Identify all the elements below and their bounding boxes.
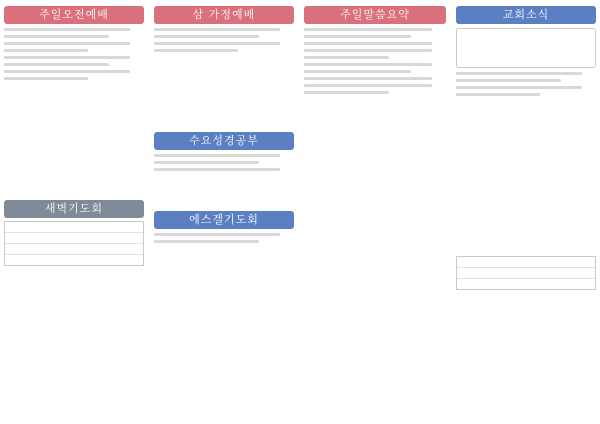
duty-table	[456, 256, 596, 290]
placeholder-line	[304, 77, 432, 80]
table-row	[5, 255, 143, 265]
schedule-table	[4, 221, 144, 266]
column-4	[456, 6, 596, 290]
placeholder-line	[304, 42, 432, 45]
table-row	[457, 268, 595, 279]
header-ezekiel-prayer: 에스겔기도회	[154, 211, 294, 229]
table-row	[5, 244, 143, 255]
placeholder-line	[4, 77, 88, 80]
header-sermon-summary: 주일말씀요약	[304, 6, 446, 24]
table-row	[5, 222, 143, 233]
placeholder-line	[4, 42, 130, 45]
placeholder-line	[304, 28, 432, 31]
column-3	[304, 6, 446, 98]
table-row	[457, 257, 595, 268]
placeholder-line	[304, 70, 411, 73]
placeholder-line	[154, 168, 280, 171]
placeholder-line	[4, 70, 130, 73]
placeholder-line	[4, 56, 130, 59]
header-dawn-prayer: 새벽기도회	[4, 200, 144, 218]
placeholder-line	[154, 42, 280, 45]
placeholder-line	[4, 63, 109, 66]
notice-box	[456, 28, 596, 68]
placeholder-line	[4, 28, 130, 31]
placeholder-line	[456, 72, 582, 75]
header-sunday-morning: 주일오전예배	[4, 6, 144, 24]
header-family-worship: 삼 가정예배	[154, 6, 294, 24]
column-2	[154, 6, 294, 247]
placeholder-line	[304, 56, 389, 59]
placeholder-line	[304, 63, 432, 66]
placeholder-line	[154, 233, 280, 236]
placeholder-line	[456, 93, 540, 96]
placeholder-line	[4, 35, 109, 38]
placeholder-line	[154, 154, 280, 157]
placeholder-line	[304, 35, 411, 38]
table-row	[5, 233, 143, 244]
placeholder-line	[154, 49, 238, 52]
table-row	[457, 279, 595, 289]
placeholder-line	[456, 79, 561, 82]
header-wednesday-study: 수요성경공부	[154, 132, 294, 150]
placeholder-line	[154, 161, 259, 164]
header-church-news: 교회소식	[456, 6, 596, 24]
placeholder-line	[456, 86, 582, 89]
placeholder-line	[304, 84, 432, 87]
placeholder-line	[154, 35, 259, 38]
placeholder-line	[154, 240, 259, 243]
placeholder-line	[304, 49, 432, 52]
placeholder-line	[4, 49, 88, 52]
placeholder-line	[154, 28, 280, 31]
placeholder-line	[304, 91, 389, 94]
column-1	[4, 6, 144, 266]
